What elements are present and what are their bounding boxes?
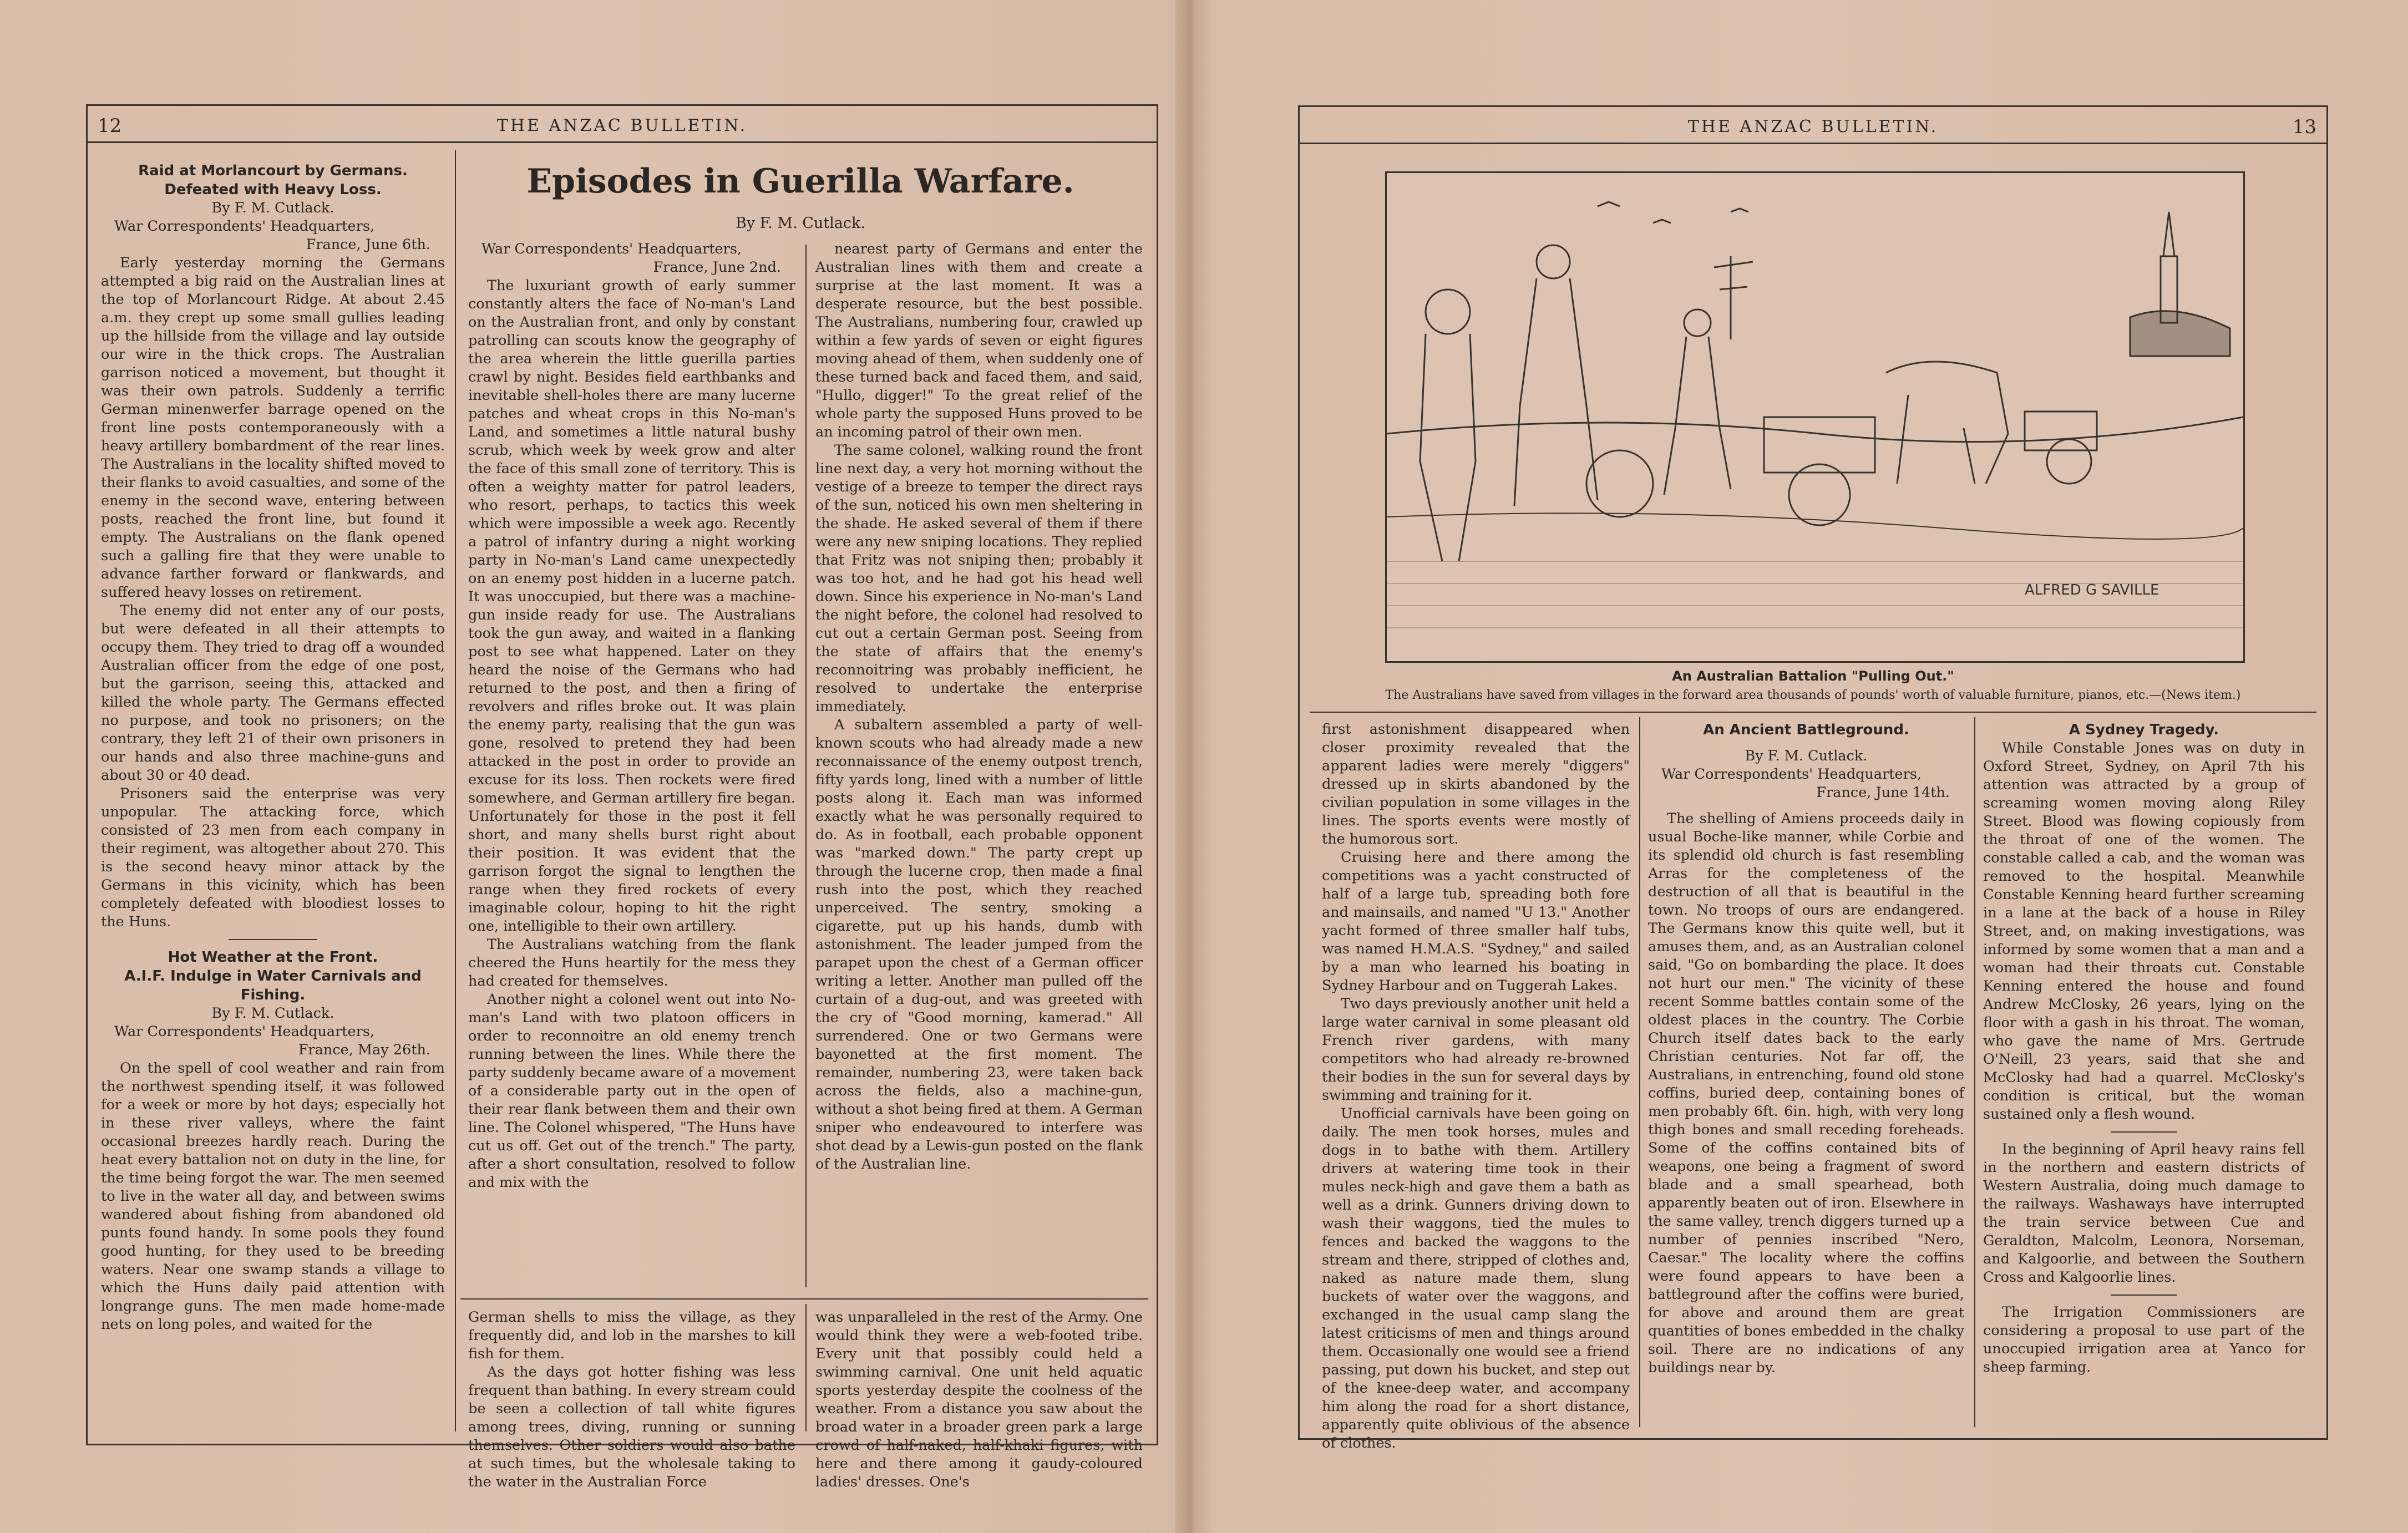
page-number-left: 12	[98, 115, 122, 137]
plane-shape	[1653, 220, 1671, 223]
plane-shape	[1598, 202, 1620, 206]
cartoon-illustration	[1385, 171, 2245, 663]
soldier-body	[1420, 334, 1476, 561]
right-column-1	[1322, 720, 1630, 1453]
carnival-paragraph: first astonishment disappeared when closer proximity revealed that the apparent ladies were merely "diggers" dressed up in skirts abandoned by the civilian population in some villages in the lines. The sports events were mostly of the humorous sort.	[1322, 721, 1630, 847]
guerilla-paragraph: A subaltern assembled a party of well-known scouts who had already made a new reconnaissance of the enemy outpost trench, fifty yards long, lined with a number of little posts along it. Each man was informed exactly what he was personally required to do. As in football, each probable opponent was "marked down." The party crept up through the lucerne crop, then made a final rush into the post, which they reached unperceived. The sentry, smoking a cigarette, put up his hands, dumb with astonishment. The leader jumped from the parapet upon the chest of a German officer writing a letter. Another man pulled off the curtain of a dug-out, and was greeted with the cry of "Good morning, kamerad." All surrendered. One or two Germans were bayonetted at the first moment. The remainder, numbering 23, were taken back across the fields, also a machine-gun, without a shot being fired at them. A German sniper who endeavoured to interfere was shot dead by a Lewis-gun posted on the flank of the Australian line.	[815, 717, 1143, 1172]
raid-paragraph: Prisoners said the enterprise was very unpopular. The attacking force, which consisted of 23 men from each company in their regiment, was altogether about 270. This is the second heavy minor attack by the Germans in this vicinity, which has been completely defeated with bloodiest losses to the Huns.	[101, 785, 445, 930]
soldier-head	[1426, 290, 1470, 334]
village-trees	[2130, 311, 2230, 356]
raid-paragraph: The enemy did not enter any of our posts, but were defeated in all their attempts to occupy them. They tried to drag off a wounded Australian officer from the edge of one post, but the garrison, seeing this, attacked and killed the whole party. The Germans effected no purpose, and took no prisoners; on the contrary, they left 21 of their own prisoners in our hands and also three machine-guns and about 30 or 40 dead.	[101, 602, 445, 784]
header-rule-left	[88, 141, 1157, 143]
irrigation-paragraph: The Irrigation Commissioners are considering a proposal to use part of the unoccupied irrigation area at Yanco for sheep farming.	[1983, 1304, 2305, 1375]
guerilla-paragraph: Another night a colonel went out into No-man's Land with two platoon officers in order to reconnoitre an old enemy trench running between the lines. While there the party suddenly became aware of a movement of a considerable party out in the open of their rear flank between them and their own line. The Colonel whispered, "The Huns have cut us off. Get out of the trench." The party, after a short consultation, resolved to follow and mix with the	[468, 991, 795, 1191]
cart-wheel	[2047, 439, 2091, 484]
hot-weather-dateline-2: France, May 26th.	[298, 1042, 430, 1058]
cartoon-drawing	[1387, 173, 2243, 661]
guerilla-paragraph: The same colonel, walking round the front line next day, a very hot morning without the vestige of a breeze to temper the direct rays of the sun, noticed his own men sheltering in the shade. He asked several of them if there were any new sniping locations. They replied that Fritz was not sniping then; probably it was too hot, and he had got his head well down. Since his experience in No-man's Land the night before, the colonel had resolved to cut out a certain German post. Seeing from the state of affairs that the enemy's reconnoitring was probably inefficient, he resolved to undertake the enterprise immediately.	[815, 442, 1143, 715]
illustration-caption-title: An Australian Battalion "Pulling Out."	[1672, 668, 1954, 684]
horizon-line	[1387, 417, 2243, 442]
ancient-byline: By F. M. Cutlack.	[1745, 748, 1868, 764]
soldier-body	[1664, 337, 1731, 495]
section-rule	[1310, 712, 2316, 713]
right-running-header	[1300, 116, 2326, 144]
hot-weather-paragraph: As the days got hotter fishing was less frequent than bathing. In every stream could be seen a collection of tall white figures among trees, diving, running or sunning themselves. Other soldiers would also bathe at such times, but the wholesale taking to the water in the Australian Force	[468, 1364, 795, 1490]
carnival-paragraph: Cruising here and there among the competitions was a yacht constructed of half of a large tub, spreading both fore and mainsails, and named "U 13." Another yacht formed of three smaller half tubs, was named H.M.A.S. "Sydney," and sailed by a man who learned his boating in Sydney Harbour and on Tuggerah Lakes.	[1322, 849, 1630, 994]
sydney-headline: A Sydney Tragedy.	[2069, 722, 2219, 738]
guerilla-title: Episodes in Guerilla Warfare.	[526, 162, 1074, 201]
hot-weather-byline: By F. M. Cutlack.	[211, 1005, 334, 1022]
guerilla-column-1	[468, 240, 795, 1192]
column-divider	[1974, 717, 1975, 1427]
left-page-frame	[86, 104, 1158, 1490]
column-divider	[455, 150, 456, 1432]
ancient-dateline-1: War Correspondents' Headquarters,	[1661, 766, 1922, 783]
section-rule	[460, 1298, 1148, 1300]
church-spire	[2163, 212, 2174, 256]
right-column-3	[1983, 720, 2305, 1377]
page-number-right: 13	[2292, 116, 2316, 138]
cart-wheel	[1586, 450, 1653, 517]
guerilla-dateline-2: France, June 2nd.	[653, 259, 781, 276]
soldier-head	[1537, 245, 1570, 278]
guerilla-paragraph: The Australians watching from the flank cheered the Huns heartily for the mess they had created for themselves.	[468, 936, 795, 989]
ox-figure	[1886, 362, 2008, 484]
carnival-paragraph: Unofficial carnivals have been going on daily. The men took horses, mules and dogs in to bathe with them. Artillery drivers at watering time took in their mules neck-high and gave them a bath as well as a drink. Gunners driving down to wash their waggons, tied the mules to fences and backed the waggons to the stream and there, stripped of clothes and, naked as nature made them, slung buckets of water over the waggons, and exchanged in the usual camp slang the latest criticisms of men and things around them. Occasionally one would see a friend passing, put down his bucket, and step out of the knee-deep water, and accompany him along the road for a short distance, apparently quite oblivious of the absence of clothes.	[1322, 1105, 1630, 1451]
raid-byline: By F. M. Cutlack.	[211, 200, 334, 216]
book-spine	[1175, 0, 1210, 1533]
guerilla-dateline-1: War Correspondents' Headquarters,	[481, 241, 742, 257]
guerilla-column-2	[815, 240, 1143, 1174]
ancient-dateline-2: France, June 14th.	[1816, 784, 1950, 801]
illustration-caption: The Australians have saved from villages in the forward area thousands of pounds' worth of valuable furniture, pianos, etc.—(News item.)	[1385, 688, 2241, 702]
raid-dateline-2: France, June 6th.	[306, 236, 430, 253]
plane-shape	[1731, 209, 1748, 212]
hot-weather-headline-1: Hot Weather at the Front.	[168, 949, 378, 966]
column-divider	[805, 245, 807, 1287]
raid-headline: Raid at Morlancourt by Germans. Defeated with Heavy Loss.	[138, 163, 408, 198]
left-column-1	[101, 161, 445, 1334]
hot-weather-paragraph: On the spell of cool weather and rain from the northwest spending itself, it was followed for a week or more by hot days; especially hot in these river valleys, where the faint occasional breezes hardly reach. During the heat every battalion not on duty in the line, for the time being forgot the war. The men seemed to live in the water all day, and between swims wandered about fishing from abandoned old punts found handy. In some pools they found good hunting, for they used to be breeding waters. Near one swamp stands a village to which the Huns daily paid attention with longrange guns. The men made home-made nets on long poles, and waited for the	[101, 1060, 445, 1333]
road-line	[1387, 513, 2243, 539]
soldier-body	[1514, 278, 1598, 506]
sydney-paragraph: While Constable Jones was on duty in Oxford Street, Sydney, on April 7th his attention was attracted by a group of screaming women moving along Riley Street. Blood was flowing copiously from the throat of one of the women. The constable called a cab, and the woman was removed to the hospital. Meanwhile Constable Kenning heard further screaming in a lane at the back of a house in Riley Street, and, on making investigations, was informed by some women that a man and a woman had their throats cut. Constable Kenning entered the house and found Andrew McClosky, 26 years, lying on the floor with a gash in his throat. The woman, who gave the name of Mrs. Gertrude O'Neill, 23 years, said that she and McClosky had had a quarrel. McClosky's condition is critical, but the woman sustained only a flesh wound.	[1983, 740, 2305, 1123]
hot-weather-continued-column-3	[815, 1308, 1143, 1491]
carnival-paragraph: Two days previously another unit held a large water carnival in some pleasant old French river gardens, with many competitors who had already re-browned their bodies in the sun for several days by swimming and training for it.	[1322, 996, 1630, 1104]
guerilla-paragraph: The luxuriant growth of early summer constantly alters the face of No-man's Land on the Australian front, and only by constant patrolling can scouts know the geography of the area wherein the little guerilla parties crawl by night. Besides field earthbanks and inevitable shell-holes there are many lucerne patches and wheat crops in this No-man's Land, and sometimes a little natural bushy scrub, which week by week grow and alter the face of this small zone of territory. This is often a weighty matter for patrol leaders, who resort, perhaps, to tactics this week which were impossible a week ago. Recently a patrol of infantry during a night working party in No-man's Land came unexpectedly on an enemy post hidden in a lucerne patch. It was unoccupied, but there was a machine-gun inside ready for use. The Australians took the gun away, and waited in a flanking post to see what happened. Later on they heard the noise of the Germans who had returned to the post, and then a firing of revolvers and rifles broke out. It was plain the enemy party, realising that the gun was gone, resolved to pretend they had been attacked in the post in order to provide an excuse for its loss. Then rockets were fired somewhere, and German artillery fire began. Unfortunately for those in the post it fell short, and many shells burst right about their position. It was evident that the garrison forgot the signal to lengthen the range when they fired rockets of every imaginable colour, hoping to hit the right one, intelligible to their own artillery.	[468, 277, 795, 935]
ancient-paragraph: The shelling of Amiens proceeds daily in usual Boche-like manner, while Corbie and its splendid old church is fast resembling Arras for the completeness of the destruction of all that is beautiful in the town. No troops of ours are endangered. The Germans know this quite well, but it amuses them, and, as an Australian colonel said, "Go on bombarding the place. It does not hurt our men." The vicinity of these recent Somme battles contain some of the oldest places in the country. The Corbie Church itself dates back to the early Christian centuries. Not far off, the Australians, in entrenching, found old stone coffins, buried deep, containing bones of men probably 6ft. 6in. high, with very long thigh bones and small receding foreheads. Some of the coffins contained bits of weapons, one being a fragment of sword blade and a small spearhead, both apparently beaten out of iron. Elsewhere in the same valley, trench diggers turned up a number of pennies inscribed "Nero, Caesar." The locality where the coffins were found appears to have been a battleground after the coffins were buried, for above and around them are great quantities of bones embedded in the chalky soil. There are no indications of any buildings near by.	[1648, 810, 1964, 1376]
soldier-head	[1684, 309, 1711, 336]
column-divider	[1639, 717, 1640, 1427]
guerilla-paragraph: nearest party of Germans and enter the Australian lines with them and create a surprise at the last moment. It was a desperate resource, but the best possible. The Australians, numbering four, crawled up within a few yards of seven or eight figures moving ahead of them, when suddenly one of these turned back and faced them, and said, "Hullo, digger!" To the great relief of the whole party the supposed Huns proved to be an incoming patrol of their own men.	[815, 241, 1143, 440]
left-running-header	[88, 115, 1157, 143]
running-title-left: THE ANZAC BULLETIN.	[496, 116, 748, 135]
wa-rain-paragraph: In the beginning of April heavy rains fell in the northern and eastern districts of Western Australia, doing much damage to the railways. Washaways have interrupted the train service between Cue and Geraldton, Malcolm, Leonora, Norseman, and Kalgoorlie, and between the Southern Cross and Kalgoorlie lines.	[1983, 1141, 2305, 1286]
raid-paragraph: Early yesterday morning the Germans attempted a big raid on the Australian lines at the top of Morlancourt Ridge. At about 2.45 a.m. they crept up some small gullies leading up the hillside from the village and lay outside our wire in the thick crops. The Australian garrison noticed a movement, but thought it was their own patrols. Suddenly a terrific German minenwerfer barrage opened on the front line posts contemporaneously with a heavy artillery bombardment of the rear lines. The Australians in the locality shifted moved to their flanks to avoid casualties, and some of the enemy in the second wave, entering between posts, reached the front line, but found it empty. The Australians on the flank opened such a galling fire that they were unable to advance farther forward or flankwards, and suffered heavy losses on retirement.	[101, 255, 445, 601]
hot-weather-paragraph: German shells to miss the village, as they frequently did, and lob in the marshes to kill fish for them.	[468, 1309, 795, 1362]
hot-weather-paragraph: was unparalleled in the rest of the Army. One would think they were a web-footed tribe. Every unit that possibly could held a swimming carnival. One unit held aquatic sports yesterday despite the coolness of the weather. From a distance you saw about the broad water in a broader green park a large crowd of half-naked, half-khaki figures, with here and there among it gaudy-coloured ladies' dresses. One's	[815, 1309, 1143, 1490]
hot-weather-dateline-1: War Correspondents' Headquarters,	[114, 1023, 375, 1040]
hot-weather-continued-column-2	[468, 1308, 795, 1491]
running-title-right: THE ANZAC BULLETIN.	[1687, 117, 1939, 136]
right-page-frame	[1298, 105, 2328, 1451]
column-divider	[805, 1304, 807, 1432]
signpost	[1714, 256, 1753, 339]
hot-weather-headline-2: A.I.F. Indulge in Water Carnivals and Fishing.	[124, 968, 422, 1003]
header-rule-right	[1300, 143, 2326, 144]
guerilla-byline: By F. M. Cutlack.	[736, 215, 865, 232]
raid-dateline-1: War Correspondents' Headquarters,	[114, 218, 375, 235]
right-column-2	[1648, 720, 1964, 1377]
ancient-headline: An Ancient Battleground.	[1703, 722, 1909, 738]
cart-body	[2025, 412, 2097, 450]
artist-signature: ALFRED G SAVILLE	[2025, 582, 2159, 598]
